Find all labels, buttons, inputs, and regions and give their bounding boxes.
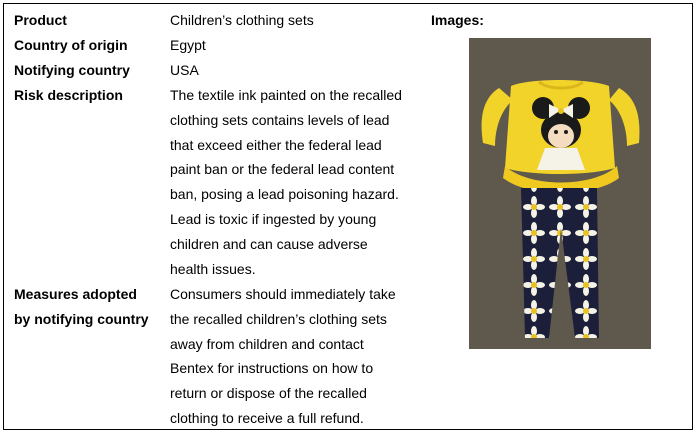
risk-line: Lead is toxic if ingested by young (170, 210, 377, 227)
measures-line: away from children and contact (170, 335, 364, 352)
notifying-country-value: USA (170, 62, 199, 78)
product-info-table (3, 3, 693, 430)
country-of-origin-value: Egypt (170, 37, 206, 53)
risk-line: The textile ink painted on the recalled (170, 87, 402, 103)
risk-line: paint ban or the federal lead content (170, 161, 395, 178)
measures-line: Bentex for instructions on how to (170, 360, 374, 377)
risk-line: health issues. (170, 260, 256, 277)
risk-description-value (170, 83, 420, 281)
measures-adopted-label (14, 282, 164, 332)
risk-line: children and can cause adverse (170, 235, 368, 252)
risk-line: that exceed either the federal lead (170, 136, 382, 153)
risk-line: ban, posing a lead poisoning hazard. (170, 186, 399, 203)
product-photo (469, 38, 651, 349)
product-value: Children’s clothing sets (170, 12, 314, 28)
measures-label-line: Measures adopted (14, 286, 137, 302)
product-label: Product (14, 12, 67, 28)
measures-line: the recalled children’s clothing sets (170, 310, 387, 327)
measures-label-line: by notifying country (14, 310, 149, 327)
measures-line: Consumers should immediately take (170, 286, 396, 302)
measures-adopted-value (170, 282, 420, 431)
notifying-country-label: Notifying country (14, 62, 130, 78)
risk-line: clothing sets contains levels of lead (170, 111, 390, 128)
country-of-origin-label: Country of origin (14, 37, 128, 53)
measures-line: clothing to receive a full refund. (170, 409, 364, 426)
images-label: Images: (431, 12, 484, 28)
risk-description-label: Risk description (14, 87, 123, 103)
measures-line: return or dispose of the recalled (170, 385, 367, 402)
